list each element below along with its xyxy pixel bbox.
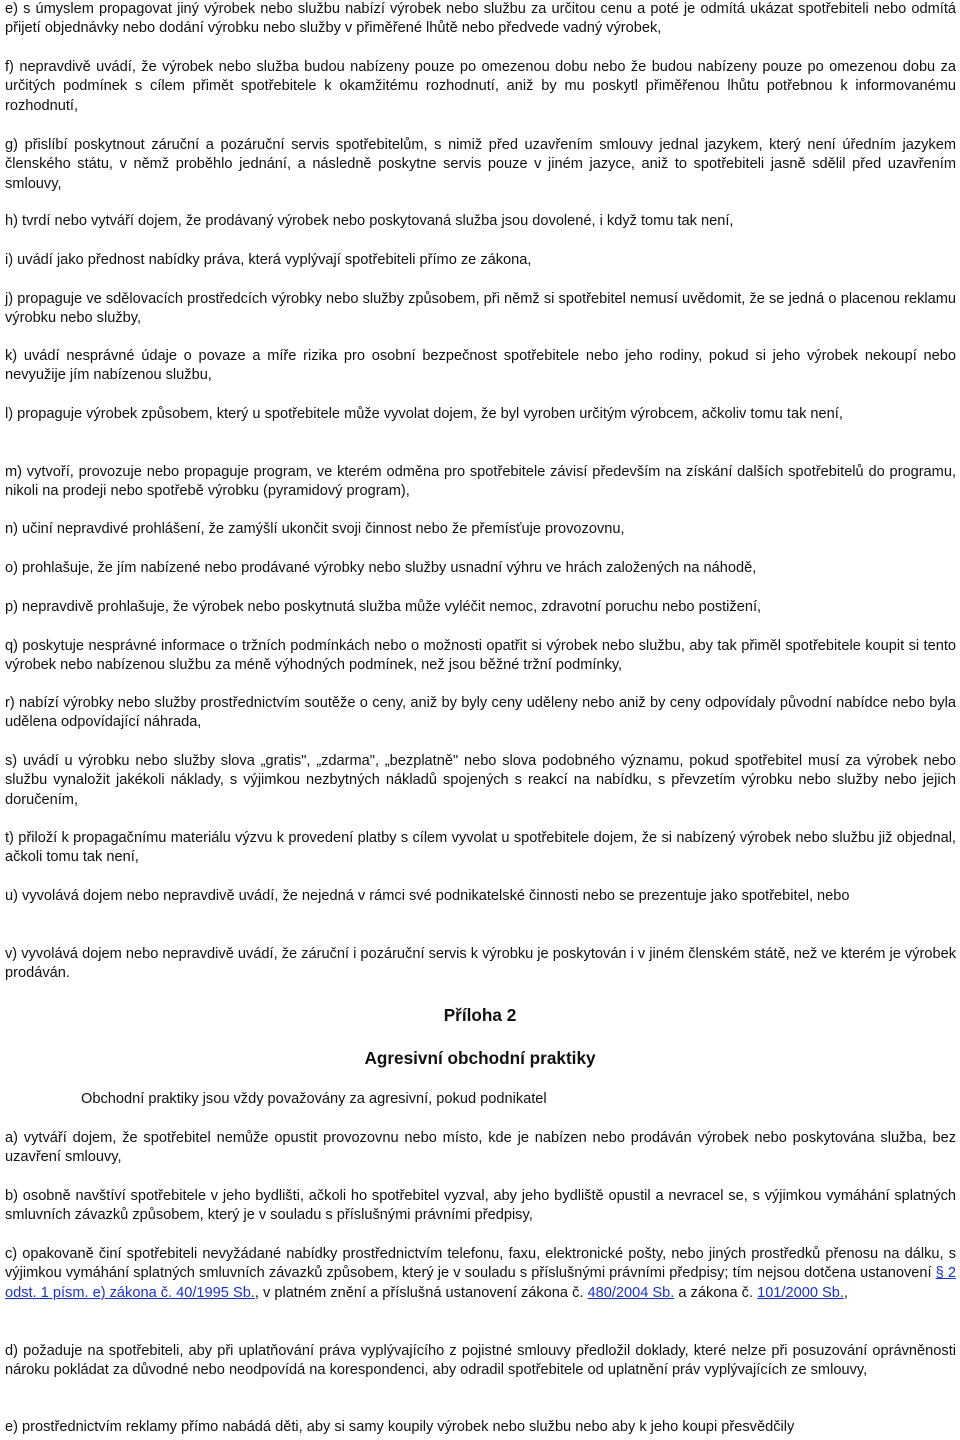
law-link-40-1995[interactable]: § 2 odst. 1 písm. e) zákona č. 40/1995 Sb. xyxy=(5,1265,957,1301)
annex-item-a: a) vytváří dojem, že spotřebitel nemůže opustit provozovnu nebo místo, kde je nabízen nebo prodáván výrobek nebo poskytována služba, bez uzavření smlouvy, xyxy=(5,1130,956,1166)
annex-item-b: b) osobně navštíví spotřebitele v jeho bydlišti, ačkoli ho spotřebitel vyzval, aby jeho bydliště opustil a nevracel se, s výjimkou vymáhání splatných smluvních závazků způsobem, který je v souladu s příslušnými právními předpisy, xyxy=(5,1188,956,1224)
item-o: o) prohlašuje, že jím nabízené nebo prodávané výrobky nebo služby usnadní výhru ve hrách založených na náhodě, xyxy=(5,560,757,576)
annex-item-c-text-4: , xyxy=(843,1284,848,1301)
item-l: l) propaguje výrobek způsobem, který u spotřebitele může vyvolat dojem, že byl vyroben určitým výrobcem, ačkoliv tomu tak není, xyxy=(5,406,843,422)
item-g: g) přislíbí poskytnout záruční a pozáruční servis spotřebitelům, s nimiž před uzavřením smlouvy jednal jazykem, který není úředním jazykem členského státu, v němž proběhlo jednání, a následně poskytne servis pouze v jiném jazyce, aniž to spotřebiteli jasně sdělil před uzavřením smlouvy, xyxy=(5,137,956,192)
annex-item-c xyxy=(5,1245,956,1303)
item-s: s) uvádí u výrobku nebo služby slova „gratis", „zdarma", „bezplatně" nebo slova podobného významu, pokud spotřebitel musí za výrobek nebo službu vynaložit jakékoli náklady, s výjimkou nezbytných nákladů spojených s reakcí na nabídku, s převzetím výrobku nebo služby nebo jejich doručením, xyxy=(5,753,956,808)
item-q: q) poskytuje nesprávné informace o tržních podmínkách nebo o možnosti opatřit si výrobek nebo službu, aby tak přiměl spotřebitele koupit si tento výrobek nebo nabízenou službu za méně výhodných podmínek, než jsou běžné tržní podmínky, xyxy=(5,638,956,674)
annex-item-c-text-3: a zákona č. xyxy=(674,1284,758,1301)
item-i: i) uvádí jako přednost nabídky práva, která vyplývají spotřebiteli přímo ze zákona, xyxy=(5,252,532,268)
annex-item-c-text-2: , v platném znění a příslušná ustanovení zákona č. xyxy=(254,1284,588,1301)
annex-item-d: d) požaduje na spotřebiteli, aby při uplatňování práva vyplývajícího z pojistné smlouvy předložil doklady, které nelze při posuzování oprávněnosti nároku pokládat za důvodné nebo neodpovídá na korespondenci, aby odradil spotřebitele od uplatnění práv vyplývajících ze smlouvy, xyxy=(5,1343,956,1379)
item-j: j) propaguje ve sdělovacích prostředcích výrobky nebo služby způsobem, při němž si spotřebitel nemusí uvědomit, že se jedná o placenou reklamu výrobku nebo služby, xyxy=(5,291,956,327)
item-n: n) učiní nepravdivé prohlášení, že zamýšlí ukončit svoji činnost nebo že přemísťuje provozovnu, xyxy=(5,521,625,537)
item-t: t) přiloží k propagačnímu materiálu výzvu k provedení platby s cílem vyvolat u spotřebitele dojem, že si nabízený výrobek nebo službu již objednal, ačkoli tomu tak není, xyxy=(5,830,956,866)
law-link-101-2000[interactable]: 101/2000 Sb. xyxy=(757,1284,844,1301)
item-e: e) s úmyslem propagovat jiný výrobek nebo službu nabízí výrobek nebo službu za určitou cenu a poté je odmítá ukázat spotřebiteli nebo odmítá přijetí objednávky nebo dodání výrobku nebo služby v přiměřené lhůtě nebo předvede vadný výrobek, xyxy=(5,1,956,37)
item-v: v) vyvolává dojem nebo nepravdivě uvádí, že záruční i pozáruční servis k výrobku je poskytován i v jiném členském státě, než ve kterém je výrobek prodáván. xyxy=(5,946,956,982)
annex-intro: Obchodní praktiky jsou vždy považovány za agresivní, pokud podnikatel xyxy=(81,1091,547,1107)
annex-title: Agresivní obchodní praktiky xyxy=(364,1048,596,1068)
item-m: m) vytvoří, provozuje nebo propaguje program, ve kterém odměna pro spotřebitele závisí především na získání dalších spotřebitelů do programu, nikoli na prodeji nebo spotřebě výrobku (pyramidový program), xyxy=(5,464,956,500)
item-k: k) uvádí nesprávné údaje o povaze a míře rizika pro osobní bezpečnost spotřebitele nebo jeho rodiny, pokud si jeho výrobek nekoupí nebo nevyužije jím nabízenou službu, xyxy=(5,348,956,384)
annex-item-c-text-1: c) opakovaně činí spotřebiteli nevyžádané nabídky prostřednictvím telefonu, faxu, elektronické pošty, nebo jiných prostředků přenosu na dálku, s výjimkou vymáhání splatných smluvních závazků způsobem, který je v souladu s příslušnými právními předpisy; tím nejsou dotčena ustanovení xyxy=(5,1246,956,1282)
annex-number: Příloha 2 xyxy=(443,1005,517,1025)
item-u: u) vyvolává dojem nebo nepravdivě uvádí, že nejedná v rámci své podnikatelské činnosti nebo se prezentuje jako spotřebitel, nebo xyxy=(5,888,850,904)
item-p: p) nepravdivě prohlašuje, že výrobek nebo poskytnutá služba může vyléčit nemoc, zdravotní poruchu nebo postižení, xyxy=(5,599,762,615)
item-r: r) nabízí výrobky nebo služby prostřednictvím soutěže o ceny, aniž by byly ceny uděleny nebo aniž by ceny odpovídaly původní nabídce nebo byla udělena odpovídající náhrada, xyxy=(5,695,956,731)
item-h: h) tvrdí nebo vytváří dojem, že prodávaný výrobek nebo poskytovaná služba jsou dovolené, i když tomu tak není, xyxy=(5,213,734,229)
item-f: f) nepravdivě uvádí, že výrobek nebo služba budou nabízeny pouze po omezenou dobu nebo že budou nabízeny pouze po omezenou dobu za určitých podmínek s cílem přimět spotřebitele k okamžitému rozhodnutí, aniž by mu poskytl přiměřenou lhůtu potřebnou k informovanému rozhodnutí, xyxy=(5,59,956,114)
annex-item-e: e) prostřednictvím reklamy přímo nabádá děti, aby si samy koupily výrobek nebo službu nebo aby k jeho koupi přesvědčily xyxy=(5,1419,795,1435)
law-link-480-2004[interactable]: 480/2004 Sb. xyxy=(587,1284,675,1301)
